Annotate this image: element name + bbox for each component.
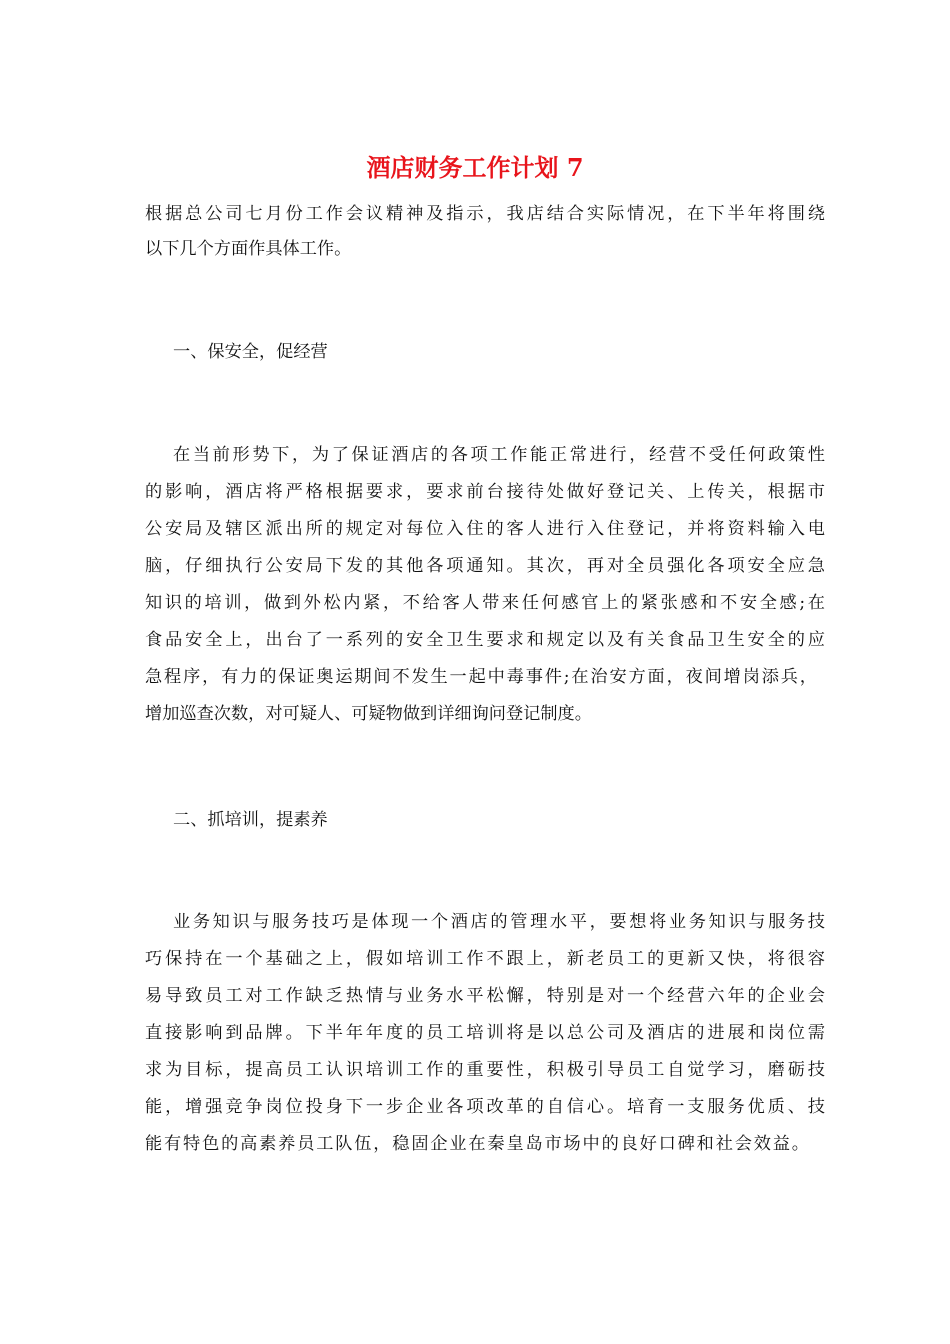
paragraph-line: 急程序，有力的保证奥运期间不发生一起中毒事件;在治安方面，夜间增岗添兵， xyxy=(145,667,817,687)
paragraph-line: 易导致员工对工作缺乏热情与业务水平松懈，特别是对一个经营六年的企业会 xyxy=(145,986,825,1006)
paragraph-line: 脑，仔细执行公安局下发的其他各项通知。其次，再对全员强化各项安全应急 xyxy=(145,556,825,576)
paragraph-line: 食品安全上，出台了一系列的安全卫生要求和规定以及有关食品卫生安全的应 xyxy=(145,630,825,650)
section-heading: 一、保安全，促经营 xyxy=(173,342,328,362)
paragraph-line: 求为目标，提高员工认识培训工作的重要性，积极引导员工自觉学习，磨砺技 xyxy=(145,1060,825,1080)
intro-line: 以下几个方面作具体工作。 xyxy=(145,239,352,259)
paragraph-line: 能有特色的高素养员工队伍，稳固企业在秦皇岛市场中的良好口碑和社会效益。 xyxy=(145,1134,809,1154)
paragraph-line: 业务知识与服务技巧是体现一个酒店的管理水平，要想将业务知识与服务技 xyxy=(173,912,825,932)
paragraph-line: 在当前形势下，为了保证酒店的各项工作能正常进行，经营不受任何政策性 xyxy=(173,445,825,465)
paragraph-line: 增加巡查次数，对可疑人、可疑物做到详细询问登记制度。 xyxy=(145,704,592,724)
section-heading: 二、抓培训，提素养 xyxy=(173,810,328,830)
paragraph-line: 知识的培训，做到外松内紧，不给客人带来任何感官上的紧张感和不安全感;在 xyxy=(145,593,825,613)
document-title: 酒店财务工作计划 7 xyxy=(366,153,584,182)
paragraph-line: 巧保持在一个基础之上，假如培训工作不跟上，新老员工的更新又快，将很容 xyxy=(145,949,825,969)
paragraph-line: 直接影响到品牌。下半年年度的员工培训将是以总公司及酒店的进展和岗位需 xyxy=(145,1023,825,1043)
intro-line: 根据总公司七月份工作会议精神及指示，我店结合实际情况，在下半年将围绕 xyxy=(145,204,825,224)
paragraph-line: 的影响，酒店将严格根据要求，要求前台接待处做好登记关、上传关，根据市 xyxy=(145,482,825,502)
paragraph-line: 公安局及辖区派出所的规定对每位入住的客人进行入住登记，并将资料输入电 xyxy=(145,519,825,539)
paragraph-line: 能，增强竞争岗位投身下一步企业各项改革的自信心。培育一支服务优质、技 xyxy=(145,1097,825,1117)
